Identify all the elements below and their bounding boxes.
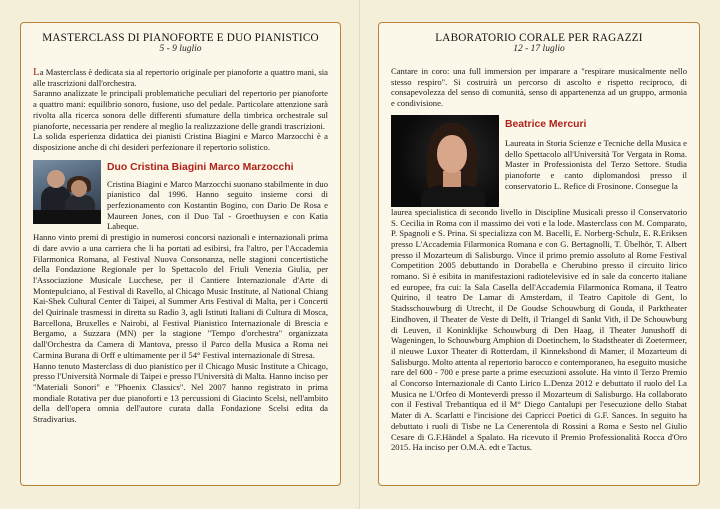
masterclass-panel xyxy=(20,22,341,486)
beatrice-bio: laurea specialistica di secondo livello in Discipline Musicali presso il Conservatorio S. Cecilia in Roma con il massimo dei voti e la lode. Masterclass con M. Comparato, P. Spagnoli e S. Prina. Si specializza con M. Bacelli, E. Norberg-Schulz, E. R.Eriksen presso L'Accademia Filarmonica Romana e con G. Bertagnolli, T. Übelhör, T. Albert presso il Mozarteum di Salisburgo. Vince il primo premio assoluto al Rome Festival Competition 2005 debuttando in Dorabella e Cherubino presso il circuito lirico romano. Si è esibita in manifestazioni radiotelevisive ed in sale da concerto italiane ed europee, fra cui: la Sala Casella dell'Accademia Filarmonica Romana, il Teatro Quirino, il teatro De Lamar di Amsterdam, il Teatro Capitole di Gent, lo Stadsschouwburg di Utrecht, il De Goudse Schouwburg di Gouda, il Parktheater Eindhoven, il Theater de Veste di Delft, il Triangel di Sankt Vith, il De Schouwburg di Leuven, il Koninklijke Schouwburg di Den Haag, il Theater Junushoff di Wageningen, lo Schouwburg Amphion di Doetinchem, lo Stadstheater di Zoetermeer, il nieuwe Luxor Theater di Rotterdam, il Kinneksbond di Mamer, il Mozarteum di Salisburgo. Molto attenta al repertorio barocco e contemporaneo, ha eseguito musiche rare del 600 - 700 e prese parte a prime esecuzioni assolute. Ha vinto il Terzo Premio al Concorso Internazionale di Canto Lirico L.Denza 2012 e debuttato il ruolo del La Musica ne L'Orfeo di Monteverdi presso il Mozarteum di Salisburgo. Ha collaborato con il Festival Trebantiqua ed il M° Diego Cantalupi per l'esecuzione dello Stabat Mater di A. Scarlatti e l'incisione dei Capricci Poetici di G.F. Sances. In seguito ha debuttato i ruoli di Tisbe ne La Cenerentola di Rossini a Roma e Sesto nel Giulio Cesare di G.F.Händel a Spalato. Ha ricevuto il Premio Professionalità Rocca d'Oro 2015. Ha inciso per O.M.A. edt e Tactus. xyxy=(391,206,687,453)
laboratorio-dates: 12 - 17 luglio xyxy=(513,44,565,54)
intro-paragraph-1 xyxy=(33,67,328,88)
beatrice-photo xyxy=(391,115,499,207)
duo-section-header xyxy=(21,160,340,233)
duo-title: Duo Cristina Biagini Marco Marzocchi xyxy=(107,161,294,173)
duo-bio xyxy=(21,232,340,425)
duo-photo xyxy=(33,160,101,224)
page-fold xyxy=(359,0,361,509)
beatrice-bio-top: Laureata in Storia Scienze e Tecniche della Musica e dello Spettacolo all'Università Tor Vergata in Roma. Master in Professionista del Terzo Settore. Studia pianoforte e canto diplomandosi presso il conservatorio L. Refice di Frosinone. Consegue la xyxy=(505,137,687,191)
masterclass-dates: 5 - 9 luglio xyxy=(159,44,202,54)
laboratorio-intro: Cantare in coro: una full immersion per imparare a "respirare musicalmente nello stesso respiro". Si costruirà un percorso di ascolto e rispetto reciproco, di consapevolezza del senso di comunità, senso di appartenenza ad un gruppo, armonia e condivisione. xyxy=(391,66,687,109)
beatrice-header xyxy=(379,115,699,207)
duo-bio-end: Hanno tenuto Masterclass di duo pianistico per il Chicago Music Institute a Chicago, presso l'Università Normale di Taipei e presso l'Università di Malta. Hanno inciso per "Materiali Sonori" e "Phoenix Classics". Nel 2007 hanno registrato in prima mondiale Rotativa per due pianoforti e 13 percussioni di Giacinto Scelsi, nell'ambito della dell'opera omnia dell'autore curata dalla Fondazione Scelsi edita da Stradivarius. xyxy=(33,360,328,425)
duo-bio-top: Cristina Biagini e Marco Marzocchi suonano stabilmente in duo pianistico dal 1996. Hanno seguito insieme corsi di perfezionamento con Kostantin Bogino, con Dario De Rosa e Maureen Jones, con il Duo Tal - Groethuysen e con Katia Labeque. xyxy=(107,178,328,232)
laboratorio-panel xyxy=(378,22,700,486)
intro-text-1: a Masterclass è dedicata sia al repertorio originale per pianoforte a quattro mani, sia alle trascrizioni dall'orchestra. xyxy=(33,67,328,88)
drop-cap: L xyxy=(33,66,40,78)
intro-paragraph-3: La solida esperienza didattica dei pianisti Cristina Biagini e Marco Marzocchi è a disposizione anche di chi desideri perfezionare il repertorio solistico. xyxy=(33,131,328,152)
duo-bio-rest: Hanno vinto premi di prestigio in numerosi concorsi nazionali e internazionali prima di dare avvio a una carriera che li ha portati ad esibirsi, fra l'altro, per l'Accademia Filarmonica Romana, al Festival Nuova Consonanza, nelle stagioni concertistiche della Fondazione Regionale per lo Spettacolo del Friuli Venezia Giulia, per l'Associazione Musicale Lucchese, per il Cantiere Internazionale d'Arte di Montepulciano, al Festival di Ravello, al Chicago Music Institute, al National Chiang Kai-Shek Cultural Center di Taipei, al Summer Arts Festival di Malta, per i Concerti del Quirinale trasmessi in diretta su Radio 3, agli Istituti Italiani di Cultura di Mosca, Barcellona, Bruxelles e Nairobi, al Festival Pianistico Internazionale di Brescia e Bergamo, a Suzzara (MN) per la stagione "Tempo d'orchestra" organizzata dall'Orchestra da Camera di Mantova, presso il Parco della Musica a Roma nei Carmina Burana di Orff e ultimamente per il 54° Festival internazionale di Stresa. xyxy=(33,232,328,360)
intro-paragraph-2: Saranno analizzate le principali problematiche peculiari del repertorio per pianoforte a quattro mani: equilibrio sonoro, fusione, uso del pedale. Particolare attenzione sarà rivolta alla ricerca sonora delle differenti sfumature della timbrica orchestrale sul pianoforte, necessaria per rendere al meglio la realizzazione delle grandi trascrizioni. xyxy=(33,88,328,131)
laboratorio-title: LABORATORIO CORALE PER RAGAZZI xyxy=(435,32,643,44)
masterclass-intro xyxy=(21,67,340,153)
duo-header-text xyxy=(107,160,328,233)
beatrice-name: Beatrice Mercuri xyxy=(505,118,587,130)
beatrice-header-text xyxy=(499,115,699,207)
masterclass-title: MASTERCLASS DI PIANOFORTE E DUO PIANISTICO xyxy=(42,32,319,44)
